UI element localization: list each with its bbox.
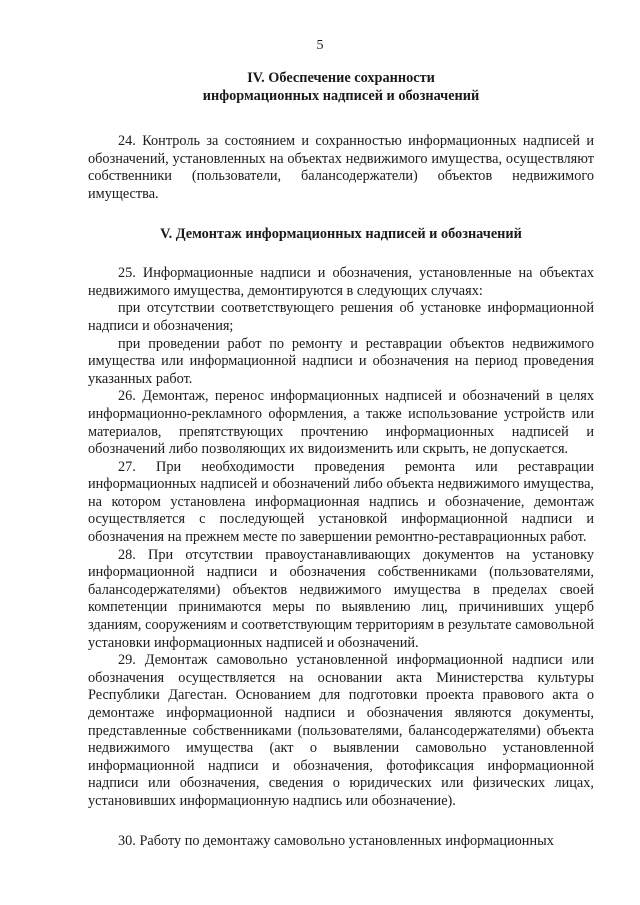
- paragraph-25-item-1: при отсутствии соответствующего решения об установке информационной надписи и обозначения;: [88, 300, 594, 334]
- paragraph-29: 29. Демонтаж самовольно установленной информационной надписи или обозначения осуществляется на основании акта Министерства культуры Республики Дагестан. Основанием для подготовки проекта правового акта о демонтаже информационной надписи и обозначения являются документы, представленные собственниками (пользователями, балансодержателями) объекта недвижимого имущества (акт о выявлении самовольно установленной информационной надписи и обозначения, фотофиксация информационной надписи или обозначения, сведения о юридических или физических лицах, установивших информационную надпись или обозначение).: [88, 652, 594, 809]
- document-body: [88, 70, 594, 850]
- paragraph-24: 24. Контроль за состоянием и сохранностью информационных надписей и обозначений, установленных на объектах недвижимого имущества, осуществляют собственники (пользователи, балансодержатели) объектов недвижимого имущества.: [88, 133, 594, 202]
- section-4-title-line-2: информационных надписей и обозначений: [202, 87, 480, 104]
- page-number: 5: [316, 38, 324, 53]
- section-4-title-line-1: IV. Обеспечение сохранности: [247, 70, 435, 86]
- paragraph-27: 27. При необходимости проведения ремонта или реставрации информационных надписей и обозначений либо объекта недвижимого имущества, на котором установлена информационная надпись и обозначение, демонтаж осуществляется с последующей установкой информационной надписи и обозначения на прежнем месте по завершении ремонтно-реставрационных работ.: [88, 458, 594, 546]
- paragraph-25-item-2: при проведении работ по ремонту и реставрации объектов недвижимого имущества или информационной надписи и обозначения на период проведения указанных работ.: [88, 335, 594, 387]
- paragraph-25: 25. Информационные надписи и обозначения, установленные на объектах недвижимого имущества, демонтируются в следующих случаях:: [88, 265, 594, 299]
- section-5-title: V. Демонтаж информационных надписей и обозначений: [160, 225, 522, 242]
- paragraph-26: 26. Демонтаж, перенос информационных надписей и обозначений в целях информационно-рекламного оформления, а также использование устройств или материалов, препятствующих прочтению информационных надписей и обозначений либо позволяющих их видоизменить или скрыть, не допускается.: [88, 388, 594, 458]
- paragraph-30: 30. Работу по демонтажу самовольно установленных информационных: [118, 832, 554, 849]
- paragraph-28: 28. При отсутствии правоустанавливающих документов на установку информационной надписи и обозначения собственниками (пользователями, балансодержателями) объектов недвижимого имущества в пределах своей компетенции принимаются меры по выявлению лиц, причинивших ущерб зданиям, сооружениям и соответствующим территориям в результате самовольной установки информационных надписей и обозначений.: [88, 546, 594, 651]
